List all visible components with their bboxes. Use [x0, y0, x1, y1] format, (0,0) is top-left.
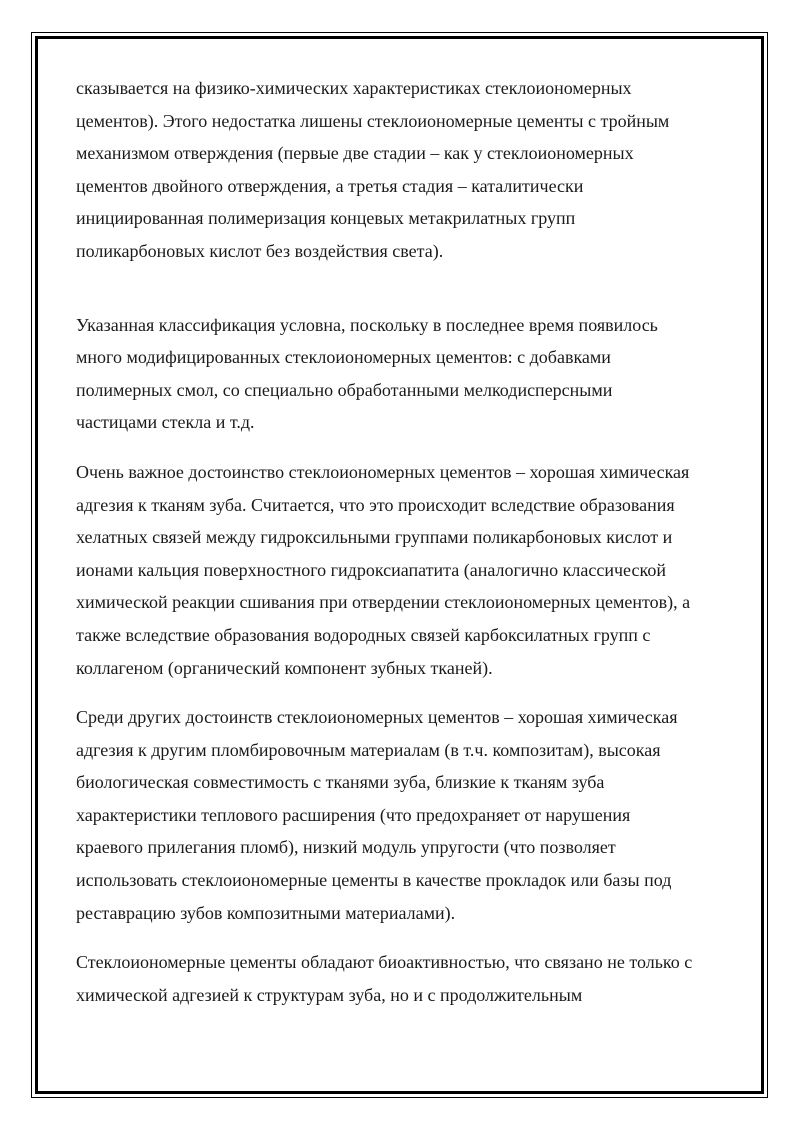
text-line: биологическая совместимость с тканями зуба, близкие к тканям зуба: [76, 772, 605, 793]
text-line: инициированная полимеризация концевых метакрилатных групп: [76, 208, 576, 229]
text-line: адгезия к другим пломбировочным материалам (в т.ч. композитам), высокая: [76, 739, 661, 760]
text-line: цементов). Этого недостатка лишены стеклоиономерные цементы с тройным: [76, 110, 670, 131]
paragraph-2: [76, 309, 736, 439]
text-line: частицами стекла и т.д.: [76, 412, 255, 433]
text-line: адгезия к тканям зуба. Считается, что это происходит вследствие образования: [76, 494, 675, 515]
text-line: много модифицированных стеклоиономерных цементов: с добавками: [76, 347, 611, 368]
paragraph-5: [76, 946, 736, 1011]
text-line: использовать стеклоиономерные цементы в качестве прокладок или базы под: [76, 870, 672, 891]
text-line: химической реакции сшивания при отвердении стеклоиономерных цементов), а: [76, 592, 691, 613]
text-line: поликарбоновых кислот без воздействия света).: [76, 240, 444, 261]
paragraph-spacer: [76, 684, 736, 701]
text-line: Указанная классификация условна, поскольку в последнее время появилось: [76, 314, 658, 335]
document-body: [76, 72, 736, 1011]
paragraph-spacer: [76, 439, 736, 456]
text-line: ионами кальция поверхностного гидроксиапатита (аналогично классической: [76, 559, 666, 580]
paragraph-4: [76, 701, 736, 929]
paragraph-spacer: [76, 268, 736, 309]
text-line: полимерных смол, со специально обработанными мелкодисперсными: [76, 379, 613, 400]
paragraph-spacer: [76, 929, 736, 946]
text-line: реставрацию зубов композитными материалами).: [76, 902, 456, 923]
text-line: коллагеном (органический компонент зубных тканей).: [76, 657, 493, 678]
text-line: краевого прилегания пломб), низкий модуль упругости (что позволяет: [76, 837, 616, 858]
text-line: также вследствие образования водородных связей карбоксилатных групп с: [76, 624, 651, 645]
text-line: сказывается на физико-химических характеристиках стеклоиономерных: [76, 78, 632, 98]
text-line: цементов двойного отверждения, а третья стадия – каталитически: [76, 175, 584, 196]
paragraph-3: [76, 456, 736, 684]
text-line: хелатных связей между гидроксильными группами поликарбоновых кислот и: [76, 527, 673, 548]
paragraph-1: [76, 72, 736, 268]
text-line: характеристики теплового расширения (что предохраняет от нарушения: [76, 804, 631, 825]
text-line: Очень важное достоинство стеклоиономерных цементов – хорошая химическая: [76, 461, 690, 482]
text-line: Среди других достоинств стеклоиономерных цементов – хорошая химическая: [76, 707, 678, 728]
text-line: Стеклоиономерные цементы обладают биоактивностью, что связано не только с: [76, 952, 693, 973]
text-line: химической адгезией к структурам зуба, но и с продолжительным: [76, 984, 583, 1005]
text-line: механизмом отверждения (первые две стадии – как у стеклоиономерных: [76, 143, 634, 164]
